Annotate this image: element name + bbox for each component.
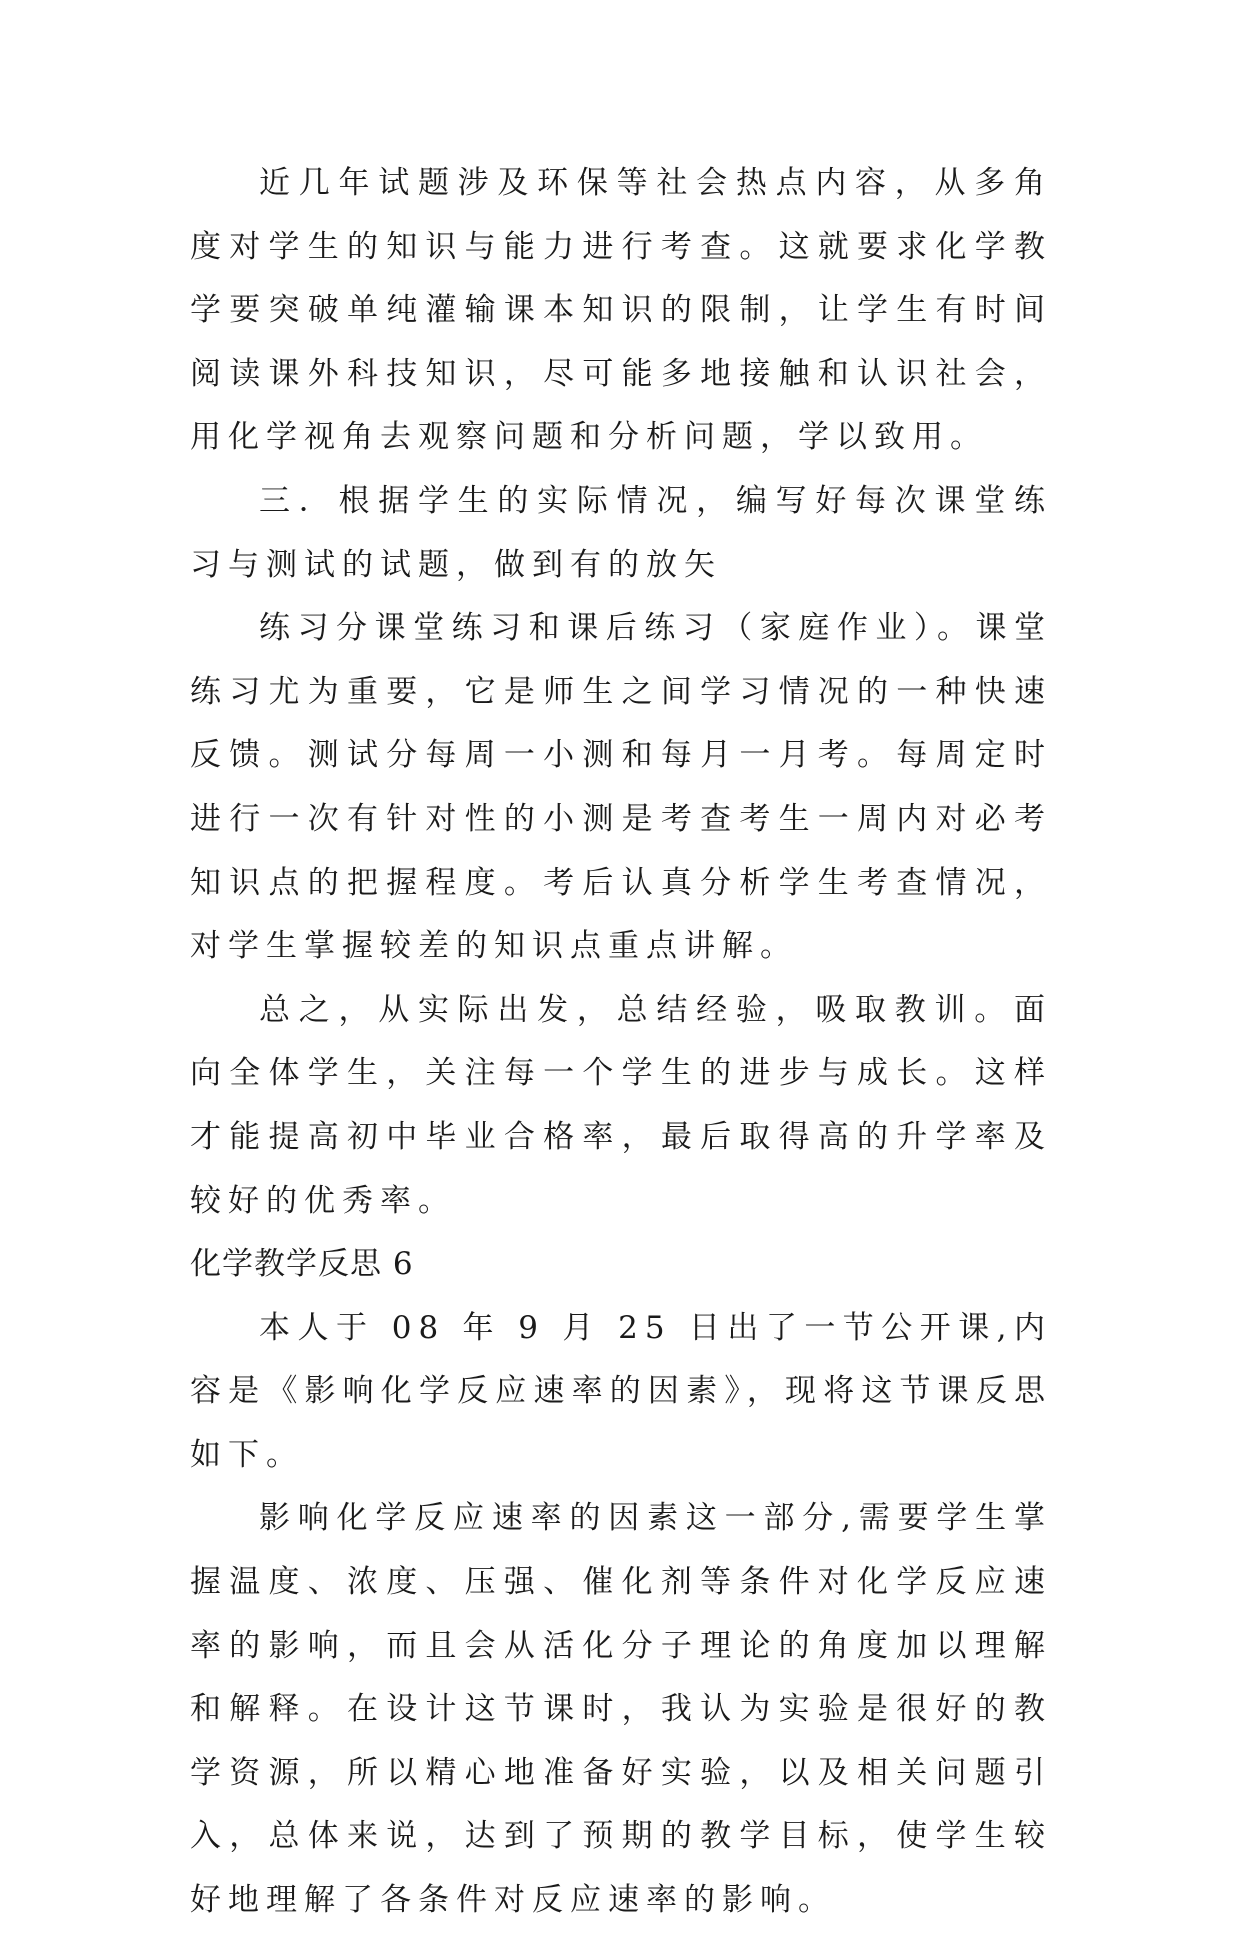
- document-page: [190, 152, 1052, 1933]
- paragraph-reaction-rate-factors: 影响化学反应速率的因素这一部分,需要学生掌握温度、浓度、压强、催化剂等条件对化学反应速率的影响，而且会从活化分子理论的角度加以理解和解释。在设计这节课时，我认为实验是很好的教学资源，所以精心地准备好实验，以及相关问题引入，总体来说，达到了预期的教学目标，使学生较好地理解了各条件对反应速率的影响。: [190, 1500, 1052, 1919]
- paragraph-open-class: 本人于 08 年 9 月 25 日出了一节公开课,内容是《影响化学反应速率的因素》，现将这节课反思如下。: [190, 1309, 1052, 1473]
- section-title-reflection-6: 化学教学反思 6: [190, 1246, 414, 1283]
- paragraph-conclusion: 总之，从实际出发，总结经验，吸取教训。面向全体学生，关注每一个学生的进步与成长。这样才能提高初中毕业合格率，最后取得高的升学率及较好的优秀率。: [190, 991, 1052, 1219]
- paragraph-practice-and-tests: 练习分课堂练习和课后练习（家庭作业）。课堂练习尤为重要，它是师生之间学习情况的一种快速反馈。测试分每周一小测和每月一月考。每周定时进行一次有针对性的小测是考查考生一周内对必考知识点的把握程度。考后认真分析学生考查情况，对学生掌握较差的知识点重点讲解。: [190, 610, 1052, 965]
- paragraph-section-three-heading: 三．根据学生的实际情况，编写好每次课堂练习与测试的试题，做到有的放矢: [190, 482, 1052, 583]
- paragraph-environment-topics: 近几年试题涉及环保等社会热点内容，从多角度对学生的知识与能力进行考查。这就要求化学教学要突破单纯灌输课本知识的限制，让学生有时间阅读课外科技知识，尽可能多地接触和认识社会，用化学视角去观察问题和分析问题，学以致用。: [190, 165, 1052, 456]
